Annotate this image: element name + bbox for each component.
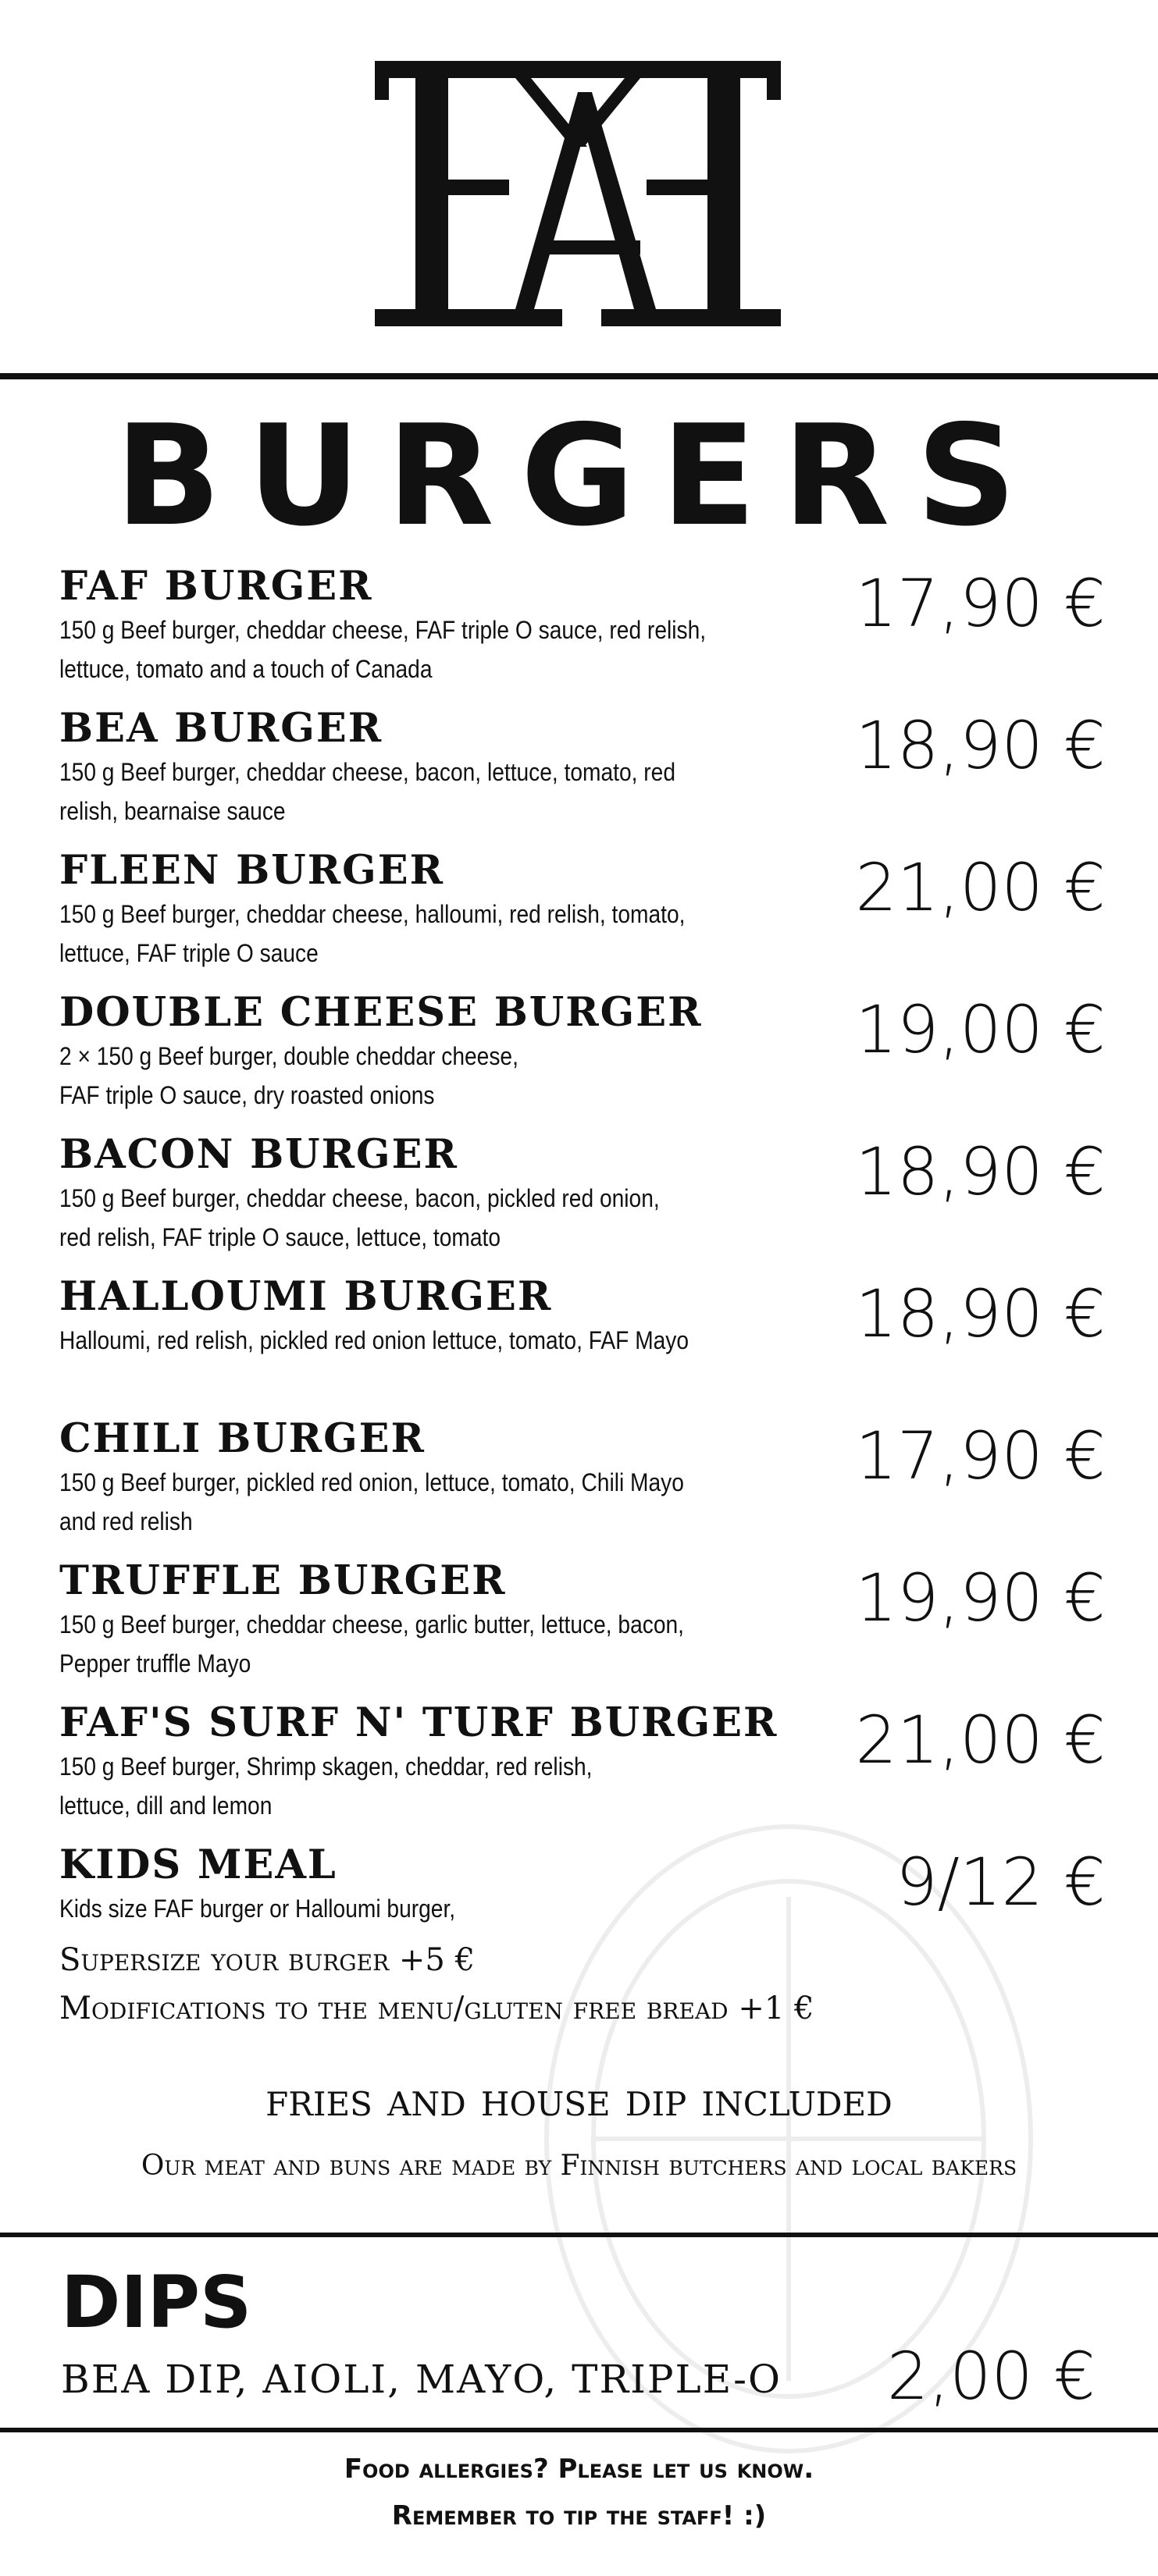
menu-item-description-line: and red relish — [59, 1507, 193, 1535]
menu-item-name: FAF BURGER — [59, 563, 373, 610]
menu-item-name: DOUBLE CHEESE BURGER — [59, 989, 703, 1036]
faf-logo — [367, 61, 789, 326]
menu-item-description — [59, 1463, 712, 1541]
menu-item-price: 9/12 € — [896, 1844, 1106, 1920]
menu-item-name: CHILI BURGER — [59, 1415, 426, 1462]
dips-title: DIPS — [61, 2261, 252, 2344]
menu-item-description — [59, 610, 712, 688]
dips-top-divider — [0, 2233, 1158, 2237]
menu-item-price: 21,00 € — [855, 849, 1106, 926]
menu-item-name: FAF'S SURF N' TURF BURGER — [59, 1699, 779, 1746]
menu-item-description-line: 150 g Beef burger, Shrimp skagen, cheddar, red relish, — [59, 1752, 593, 1781]
menu-item-description-line: Kids size FAF burger or Halloumi burger, — [59, 1895, 456, 1923]
menu-item-description-line: FAF triple O sauce, dry roasted onions — [59, 1081, 435, 1109]
menu-item-name: BEA BURGER — [59, 705, 383, 752]
menu-item-price: 18,90 € — [855, 1133, 1106, 1210]
menu-item — [59, 988, 1106, 1130]
menu-item-name: BACON BURGER — [59, 1131, 458, 1178]
menu-item — [59, 562, 1106, 704]
menu-item-description-line: 150 g Beef burger, pickled red onion, lettuce, tomato, Chili Mayo — [59, 1468, 684, 1496]
burger-menu — [59, 562, 1106, 1983]
menu-item-description — [59, 753, 712, 831]
menu-item-description-line: 150 g Beef burger, cheddar cheese, bacon, lettuce, tomato, red — [59, 758, 676, 786]
menu-item-description-line: 150 g Beef burger, cheddar cheese, halloumi, red relish, tomato, — [59, 900, 686, 928]
menu-item-price: 21,00 € — [855, 1702, 1106, 1778]
menu-item-price: 17,90 € — [855, 565, 1106, 642]
menu-item-description-line: red relish, FAF triple O sauce, lettuce, tomato — [59, 1223, 501, 1251]
menu-item-description — [59, 1321, 712, 1360]
menu-item-price: 18,90 € — [855, 707, 1106, 784]
dips-price: 2,00 € — [886, 2338, 1096, 2414]
menu-item-description-line: lettuce, FAF triple O sauce — [59, 939, 319, 967]
menu-item-price: 19,90 € — [855, 1560, 1106, 1636]
top-divider — [0, 373, 1158, 379]
allergy-note: Food allergies? Please let us know. — [344, 2453, 814, 2485]
menu-item-description — [59, 1179, 712, 1257]
dips-list: BEA DIP, AIOLI, MAYO, TRIPLE-O — [61, 2357, 782, 2402]
menu-item-description-line: Halloumi, red relish, pickled red onion lettuce, tomato, FAF Mayo — [59, 1326, 689, 1354]
logo-area — [0, 0, 1158, 367]
page-title: BURGERS — [115, 395, 1043, 557]
footer-divider — [0, 2428, 1158, 2432]
menu-item-description — [59, 1605, 712, 1683]
menu-item — [59, 846, 1106, 988]
menu-item-description-line: Pepper truffle Mayo — [59, 1649, 251, 1678]
menu-item-price: 19,00 € — [855, 991, 1106, 1068]
menu-item — [59, 1130, 1106, 1272]
menu-item-price: 17,90 € — [855, 1418, 1106, 1494]
menu-item-description-line: 150 g Beef burger, cheddar cheese, FAF triple O sauce, red relish, — [59, 616, 707, 644]
menu-item-description — [59, 1889, 712, 1928]
menu-item — [59, 1557, 1106, 1699]
menu-item-description — [59, 895, 712, 973]
menu-item-name: FLEEN BURGER — [59, 847, 444, 894]
menu-item — [59, 704, 1106, 846]
menu-item-name: HALLOUMI BURGER — [59, 1273, 553, 1320]
menu-item-description-line: 2 × 150 g Beef burger, double cheddar cheese, — [59, 1042, 518, 1070]
menu-item-description — [59, 1037, 712, 1115]
fries-included-tagline: fries and house dip included — [265, 2073, 893, 2127]
tip-note: Remember to tip the staff! :) — [391, 2500, 767, 2532]
menu-item — [59, 1699, 1106, 1841]
menu-item-description-line: 150 g Beef burger, cheddar cheese, garlic butter, lettuce, bacon, — [59, 1610, 684, 1638]
menu-item-description-line: lettuce, tomato and a touch of Canada — [59, 655, 433, 683]
menu-item-name: TRUFFLE BURGER — [59, 1557, 507, 1604]
menu-item — [59, 1272, 1106, 1414]
local-suppliers-note: Our meat and buns are made by Finnish butchers and local bakers — [141, 2150, 1017, 2182]
menu-notes — [59, 1936, 1074, 2033]
menu-item — [59, 1414, 1106, 1557]
menu-item-description — [59, 1747, 712, 1825]
menu-item-price: 18,90 € — [855, 1276, 1106, 1352]
supersize-note: Supersize your burger +5 € — [59, 1942, 476, 1978]
modifications-note: Modifications to the menu/gluten free bread +1 € — [59, 1991, 814, 2026]
menu-item-description-line: relish, bearnaise sauce — [59, 797, 286, 825]
menu-item-name: KIDS MEAL — [59, 1841, 337, 1888]
menu-item-description-line: lettuce, dill and lemon — [59, 1791, 273, 1820]
menu-item-description-line: 150 g Beef burger, cheddar cheese, bacon, pickled red onion, — [59, 1184, 660, 1212]
